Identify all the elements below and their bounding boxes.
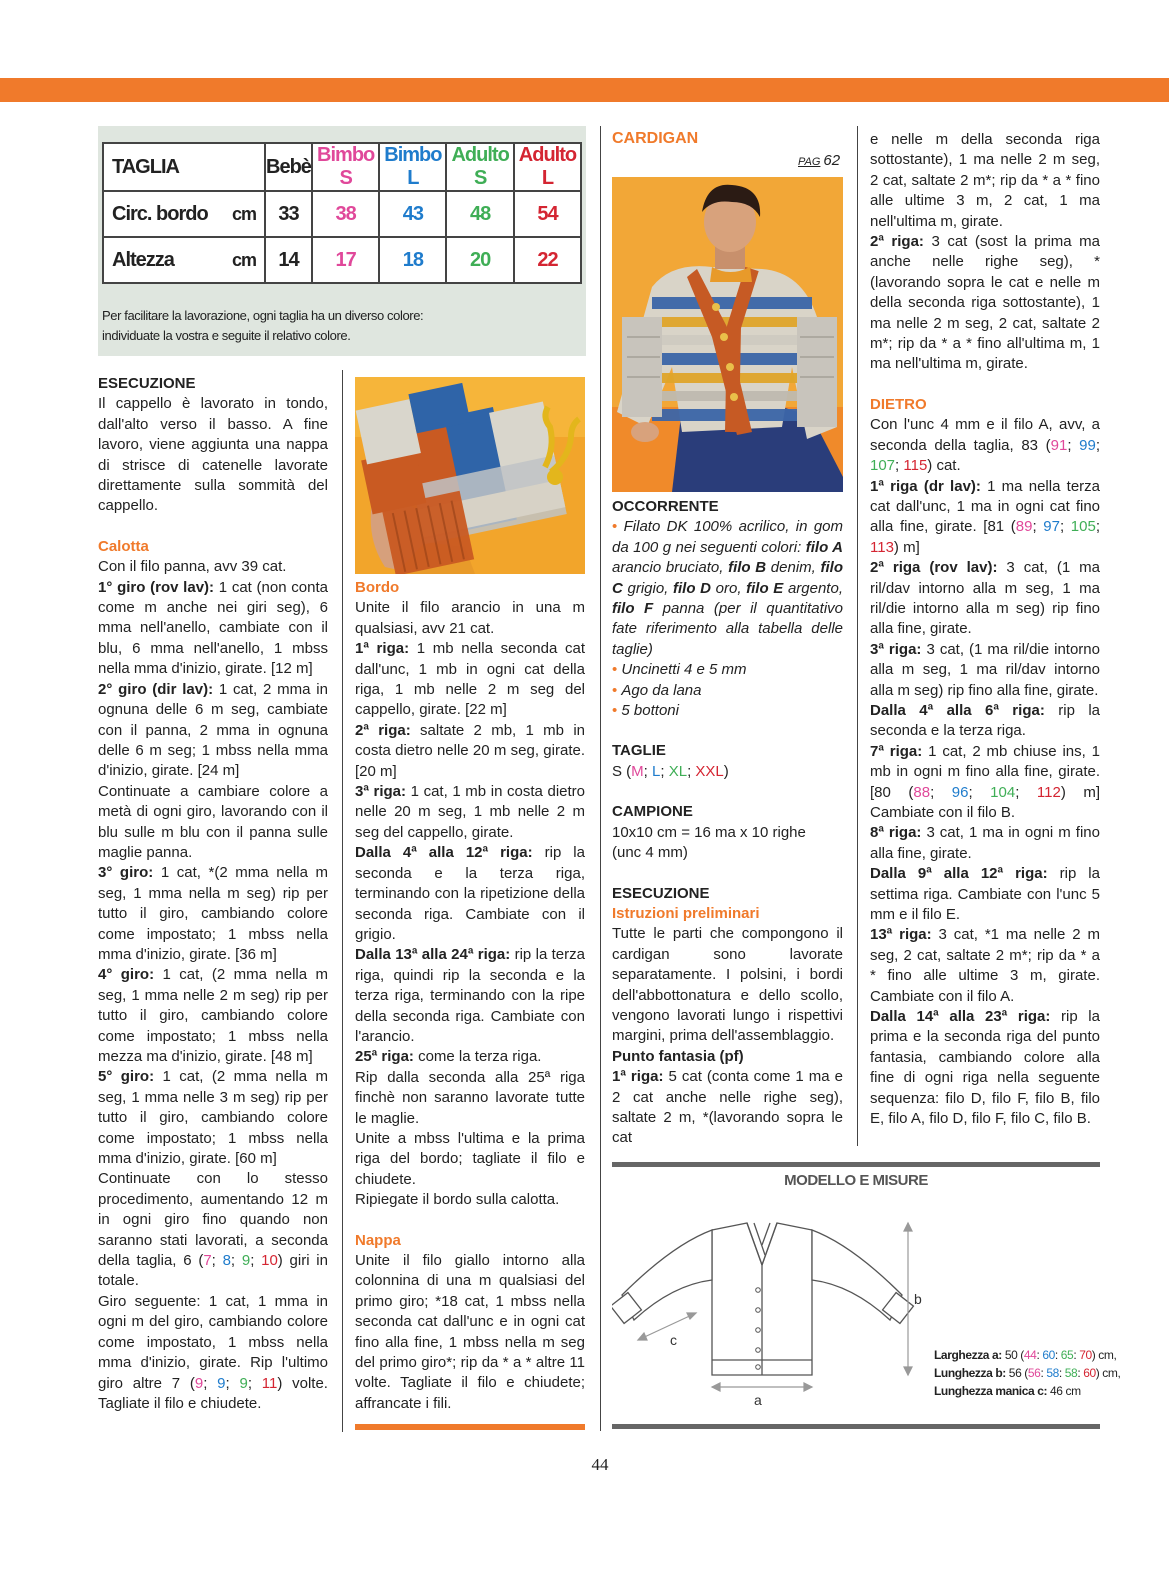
paragraph [870,864,1100,925]
section-heading: ESECUZIONE [612,884,710,902]
page-reference: PAG 62 [798,152,841,169]
row-label: 1ª riga: [355,640,410,658]
modello-title: MODELLO E MISURE [784,1172,928,1189]
paragraph [98,578,328,680]
table-cell: 18 [379,237,446,283]
table-cell [232,143,265,191]
subsection-heading: DIETRO [870,395,927,413]
paragraph [870,558,1100,640]
row-label: 1° giro (rov lav): [98,578,215,596]
label-a: a [754,1392,762,1408]
row-text: 1 cat, (2 mma nella m seg, 1 mma nelle 3 m seg) rip per tutto il giro, cambiando colore come impostato; 1 mbss nella mma d'inizio, girate. [60 m] [98,1068,328,1168]
cardigan-schematic [612,1205,942,1410]
table-cell: Bimbo L [379,143,446,191]
row-label: 1ª riga: [612,1068,664,1086]
paragraph [98,863,328,965]
row-label: 1ª riga (dr lav): [870,477,981,495]
table-cell: Adulto S [446,143,514,191]
row-text: rip la settima riga. Cambiate con l'unc 5 mm e il filo E. [870,865,1100,924]
column-3 [612,497,843,1149]
paragraph: Continuate a cambiare colore a metà di ogni giro, lavorando con il blu sulle m blu con il panna sulle maglie panna. [98,782,328,861]
table-row [103,143,581,191]
materials-item: • Filato DK 100% acrilico, in gom da 100 g nei seguenti colori: filo A arancio bruciato, filo B denim, filo C grigio, filo D oro, filo E argento, filo F panna (per il quantitativo fate riferimento alla tabella delle taglie) [612,518,844,658]
paragraph: (unc 4 mm) [612,844,688,862]
row-label: 2ª riga (rov lav): [870,559,998,577]
row-text: 1 cat, 1 mb in costa dietro nelle 20 m seg, 1 mb nelle 2 m seg del cappello, girate. [355,783,585,841]
table-cell: 20 [446,237,514,283]
paragraph: Continuate con lo stesso procedimento, aumentando 12 m in ogni giro fino quando non saranno stati lavorati, a seconda della taglia, 6 (7; 8; 9; 10) giri in totale. [98,1170,328,1290]
table-cell: 43 [379,191,446,237]
table-cell: Adulto L [514,143,581,191]
row-text: 5 cat (conta come 1 ma e 2 cat anche nelle righe seg), saltate 2 m, *(lavorando sopra le cat [612,1068,843,1147]
paragraph [355,721,585,782]
column-1 [98,374,328,1414]
paragraph: Unite il filo giallo intorno alla colonnina di una m qualsiasi del primo giro; *18 cat, 1 mbss nella seconda cat dall'unc e in ogni cat fino alla fine, 1 mbss nella m seg del primo giro*; rip da * a * altre 11 volte. Tagliate il filo e chiudete; affrancate i fili. [355,1252,585,1412]
table-cell: 22 [514,237,581,283]
paragraph: Il cappello è lavorato in tondo, dall'alto verso il basso. A fine lavoro, viene aggiunta una nappa di strisce di catenelle lavorate direttamente sulla sommità del cappello. [98,395,328,515]
table-cell: 54 [514,191,581,237]
paragraph: Con l'unc 4 mm e il filo A, avv, a seconda della taglia, 83 (91; 99; 107; 115) cat. [870,416,1101,475]
section-heading: TAGLIE [612,742,666,760]
column-4 [870,130,1100,1130]
paragraph [98,1067,328,1169]
subsection-heading: Nappa [355,1231,401,1249]
paragraph: Ripiegate il bordo sulla calotta. [355,1191,560,1209]
row-label: 5° giro: [98,1068,155,1086]
paragraph [870,640,1100,701]
column-divider [600,126,601,1431]
hat-photo [355,377,585,574]
section-heading: CAMPIONE [612,803,693,821]
row-text: saltate 2 mb, 1 mb in costa dietro nelle 20 m seg, girate. [20 m] [355,721,585,780]
cardigan-photo [612,177,843,492]
measure-line: Lunghezza manica c: 46 cm [934,1384,1081,1398]
paragraph [355,1047,585,1067]
row-text: 3 cat, *1 ma nelle 2 m seg, 2 cat, saltate 2 m*; rip da * a * fino alle ultime 3 m, girate. Cambiate con il filo A. [870,926,1100,1005]
table-row [103,191,581,237]
cardigan-title: CARDIGAN [612,130,699,147]
subsection-heading: Calotta [98,537,149,555]
row-label: Dalla 13ª alla 24ª riga: [355,946,511,964]
paragraph [870,701,1100,742]
paragraph [355,945,585,1047]
column-divider [342,370,343,1432]
note-line: individuate la vostra e seguite il relativo colore. [102,328,351,343]
label-b: b [914,1291,922,1307]
subsection-heading: Bordo [355,579,400,596]
paragraph [98,965,328,1067]
table-cell: 48 [446,191,514,237]
measure-line: Larghezza a: 50 (44: 60: 65: 70) cm, [934,1348,1117,1362]
page-number: 44 [591,1455,609,1474]
table-cell: Bebè [265,143,312,191]
paragraph [355,639,585,721]
paragraph: Unite a mbss l'ultima e la prima riga del bordo; tagliate il filo e chiudete. [355,1129,585,1188]
sizes-line: S (M; L; XL; XXL) [612,762,729,780]
paragraph: e nelle m della seconda riga sottostante), 1 ma nelle 2 m seg, 2 cat, saltate 2 m*; rip da * a * fino alle ultime 3 m, 2 cat, 1 ma nell'ultima m, girate. [870,131,1100,230]
column-end-bar [355,1424,585,1430]
top-accent-bar [0,78,1169,102]
measure-line: Lunghezza b: 56 (56: 58: 58: 60) cm, [934,1366,1121,1380]
paragraph: Giro seguente: 1 cat, 1 mma in ogni m del giro, cambiando colore come impostato, 1 mbss nella mma d'inizio, girate. Rip l'ultimo giro altre 7 (9; 9; 9; 11) volte. Tagliate il filo e chiudete. [98,1292,328,1412]
row-label: 13ª riga: [870,926,932,944]
paragraph: 7ª riga: 1 cat, 2 mb chiuse ins, 1 mb in ogni m fino alla fine, girate. [80 (88; 96; 104; 112) m] Cambiate con il filo B. [870,742,1100,821]
table-cell: TAGLIA [103,143,232,191]
paragraph [870,232,1100,375]
table-cell: 33 [265,191,312,237]
materials-item: • Uncinetti 4 e 5 mm [612,661,747,679]
subsection-heading: Istruzioni preliminari [612,904,760,922]
paragraph [98,680,328,782]
paragraph: Unite il filo arancio in una m qualsiasi, avv 21 cat. [355,599,585,637]
paragraph: Con il filo panna, avv 39 cat. [98,558,287,576]
paragraph [870,925,1100,1007]
table-cell: 17 [312,237,379,283]
row-label: Dalla 9ª alla 12ª riga: [870,865,1048,883]
paragraph [870,1007,1100,1129]
row-label: 3° giro: [98,864,154,882]
row-text: 3 cat, 1 ma in ogni m fino alla fine, girate. [870,824,1100,862]
row-text: rip la terza riga, quindi rip la seconda e la terza riga, terminando con la ripe della seconda riga. Cambiate con l'arancio. [355,946,585,1045]
paragraph: 1ª riga (dr lav): 1 ma nella terza cat dall'unc, 1 ma in ogni cat fino alla fine, girate. [81 (89; 97; 105; 113) m] [870,477,1101,556]
row-label: 2ª riga: [355,721,411,739]
row-text: 1 cat (non conta come m anche nei giri seg), 6 mma nell'anello, cambiate con il blu, 6 mma nell'anello, 1 mbss nella mma d'inizio, girate. [12 m] [98,578,328,678]
table-cell: cm [232,237,265,283]
row-label: 7ª riga: [870,742,923,760]
row-label: 8ª riga: [870,824,922,842]
row-text: 1 cat, *(2 mma nella m seg, 1 mma nella m seg) rip per tutto il giro, cambiando colore come impostato; 1 mbss nella mma d'inizio, girate. [36 m] [98,864,329,963]
column-divider [857,126,858,1146]
materials-item: • 5 bottoni [612,702,679,720]
row-label: Dalla 14ª alla 23ª riga: [870,1008,1051,1026]
row-text: rip la seconda e la terza riga, terminando con la ripetizione della seconda riga. Cambiate con il grigio. [355,844,585,943]
paragraph [612,1067,843,1149]
section-heading: OCCORRENTE [612,498,719,515]
size-table-note [102,306,572,346]
note-line: Per facilitare la lavorazione, ogni taglia ha un diverso colore: [102,308,424,323]
paragraph [870,823,1100,864]
row-label: 2ª riga: [870,233,924,251]
cardigan-photo-illustration [612,177,843,492]
hat-photo-illustration [355,377,585,574]
row-text: 1 cat, 2 mma in ognuna delle 6 m seg, cambiate con il panna, 2 mma in ognuna delle 6 m seg; 1 mbss nella mma d'inizio, girate. [24 m] [98,680,328,780]
subsection-heading: Punto fantasia (pf) [612,1047,744,1065]
table-cell: Altezza [103,237,232,283]
table-row [103,237,581,283]
section-divider [612,1424,1100,1429]
row-label: 2° giro (dir lav): [98,680,214,698]
section-divider [612,1162,1100,1167]
paragraph: Tutte le parti che compongono il cardigan sono lavorate separatamente. I polsini, i bordi dell'abbottonatura e dello scollo, vengono lavorati lungo i rispettivi margini, prima dell'assemblaggio. [612,925,843,1045]
row-text: 1 mb nella seconda cat dall'unc, 1 mb in ogni cat della riga, 1 mb nelle 2 m seg del cappello, girate. [22 m] [355,640,585,719]
row-label: 3ª riga: [355,783,407,801]
paragraph: 10x10 cm = 16 ma x 10 righe [612,823,806,841]
row-text: 1 cat, (2 mma nella m seg, 1 mma nelle 2 m seg) rip per tutto il giro, cambiando colore come impostato; 1 mbss nella mezza ma d'inizio, girate. [48 m] [98,966,328,1065]
row-label: Dalla 4ª alla 6ª riga: [870,701,1045,719]
row-text: 3 cat, (1 ma ril/dav intorno alla m seg, 1 ma ril/die intorno alla m seg) rip fino alla fine, girate. [870,559,1100,638]
materials-item: • Ago da lana [612,681,702,699]
column-2 [355,578,585,1414]
row-text: rip la prima e la seconda riga del punto fantasia, cambiando colore alla fine di ogni riga nella seguente sequenza: filo D, filo F, filo B, filo E, filo A, filo D, filo F, filo C, filo B. [870,1008,1100,1128]
table-cell: 38 [312,191,379,237]
row-label: Dalla 4ª alla 12ª riga: [355,844,533,862]
row-text: 3 cat (sost la prima ma anche nelle righe seg), *(lavorando sopra le cat e nelle m della seconda riga sottostante), 1 ma nelle 2 m seg, 2 cat, saltate 2 m*; rip da * a * fino all'ultima m, 1 ma nell'ultima m, girate. [870,233,1100,373]
row-label: 4° giro: [98,966,155,984]
row-text: 3 cat, (1 ma ril/die intorno alla m seg, 1 ma ril/dav intorno alla m seg) rip fino alla fine, girate. [870,640,1100,699]
paragraph [355,782,585,843]
measurements [934,1346,1120,1400]
table-cell: Bimbo S [312,143,379,191]
row-label: 25ª riga: [355,1048,414,1066]
section-heading: ESECUZIONE [98,375,196,392]
row-text: come la terza riga. [413,1048,542,1066]
table-cell: cm [232,191,265,237]
paragraph [355,843,585,945]
label-c: c [670,1332,677,1348]
table-cell: Circ. bordo [103,191,232,237]
paragraph: Rip dalla seconda alla 25ª riga finchè non saranno lavorate tutte le maglie. [355,1068,585,1127]
row-label: 3ª riga: [870,640,922,658]
size-table [102,142,582,284]
table-cell: 14 [265,237,312,283]
size-table-box [98,126,586,356]
row-text: rip la seconda e la terza riga. [870,701,1100,740]
